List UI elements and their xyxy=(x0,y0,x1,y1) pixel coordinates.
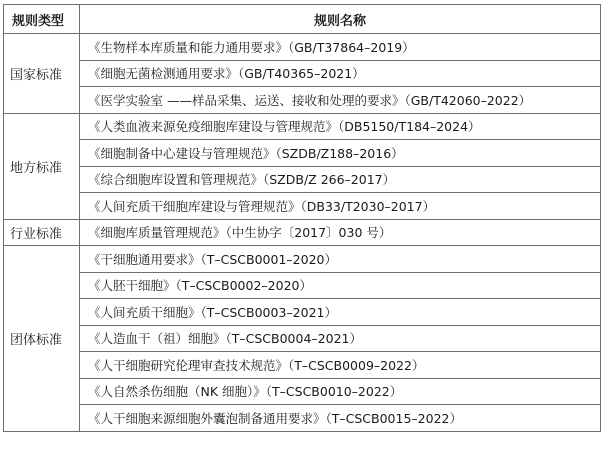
table-row xyxy=(4,87,601,114)
table-row xyxy=(4,140,601,167)
standards-table xyxy=(3,4,601,432)
standard-name-cell: 《细胞制备中心建设与管理规范》（SZDB/Z188–2016） xyxy=(80,140,601,167)
standard-name-cell: 《人自然杀伤细胞（NK 细胞）》（T–CSCB0010–2022） xyxy=(80,378,601,405)
standard-name-cell: 《生物样本库质量和能力通用要求》（GB/T37864–2019） xyxy=(80,34,601,61)
header-rule-name: 规则名称 xyxy=(80,5,601,34)
standard-name-cell: 《医学实验室 ——样品采集、运送、接收和处理的要求》（GB/T42060–2022） xyxy=(80,87,601,114)
table-row xyxy=(4,166,601,193)
table-row xyxy=(4,34,601,61)
table-row xyxy=(4,325,601,352)
standard-name-cell: 《细胞库质量管理规范》（中生协字〔2017〕030 号） xyxy=(80,219,601,246)
standards-table-container xyxy=(3,4,601,432)
table-row xyxy=(4,193,601,220)
table-row xyxy=(4,60,601,87)
standard-name-cell: 《人胚干细胞》（T–CSCB0002–2020） xyxy=(80,272,601,299)
category-cell: 团体标准 xyxy=(4,246,80,432)
table-row xyxy=(4,246,601,273)
standard-name-cell: 《人间充质干细胞》（T–CSCB0003–2021） xyxy=(80,299,601,326)
standard-name-cell: 《干细胞通用要求》（T–CSCB0001–2020） xyxy=(80,246,601,273)
standard-name-cell: 《人造血干（祖）细胞》（T–CSCB0004–2021） xyxy=(80,325,601,352)
table-row xyxy=(4,299,601,326)
standard-name-cell: 《人干细胞来源细胞外囊泡制备通用要求》（T–CSCB0015–2022） xyxy=(80,405,601,432)
table-row xyxy=(4,219,601,246)
standard-name-cell: 《人类血液来源免疫细胞库建设与管理规范》（DB5150/T184–2024） xyxy=(80,113,601,140)
category-cell: 国家标准 xyxy=(4,34,80,114)
table-row xyxy=(4,352,601,379)
category-cell: 行业标准 xyxy=(4,219,80,246)
table-row xyxy=(4,113,601,140)
table-header-row xyxy=(4,5,601,34)
header-rule-type: 规则类型 xyxy=(4,5,80,34)
standard-name-cell: 《综合细胞库设置和管理规范》（SZDB/Z 266–2017） xyxy=(80,166,601,193)
standard-name-cell: 《人间充质干细胞库建设与管理规范》（DB33/T2030–2017） xyxy=(80,193,601,220)
category-cell: 地方标准 xyxy=(4,113,80,219)
table-row xyxy=(4,405,601,432)
table-row xyxy=(4,272,601,299)
table-row xyxy=(4,378,601,405)
standard-name-cell: 《细胞无菌检测通用要求》（GB/T40365–2021） xyxy=(80,60,601,87)
standard-name-cell: 《人干细胞研究伦理审查技术规范》（T–CSCB0009–2022） xyxy=(80,352,601,379)
table-body xyxy=(4,34,601,432)
